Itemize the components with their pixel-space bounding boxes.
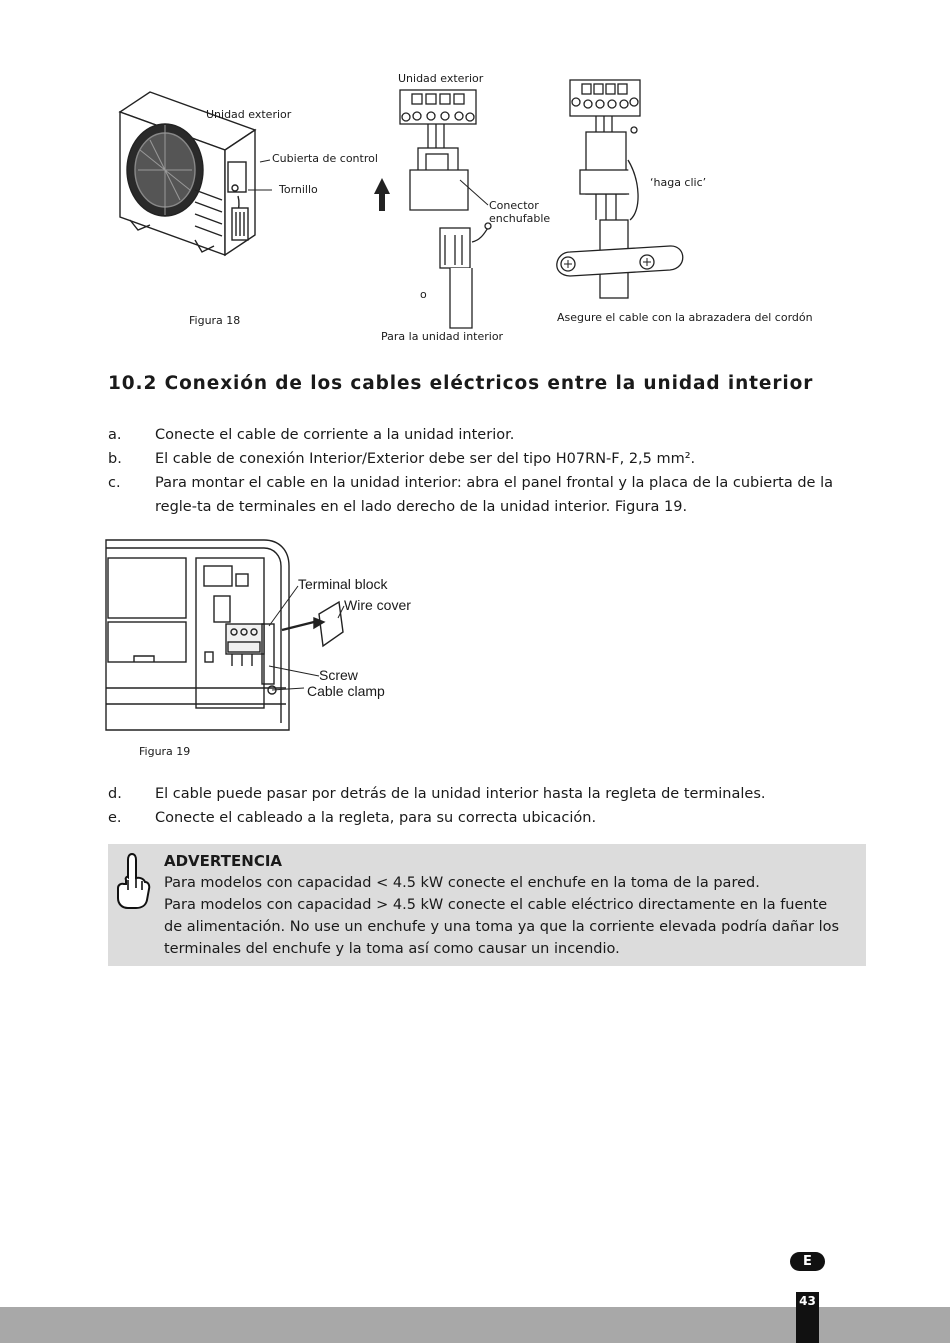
list-text: Para montar el cable en la unidad interior: abra el panel frontal y la placa de la cubierta de la regle-ta de terminales en el lado derecho de la unidad interior. Figura 19. [155, 475, 834, 515]
fig18-label-connector: Conector enchufable [489, 199, 551, 225]
fig18-caption-indoor: Para la unidad interior [381, 330, 504, 343]
list-item [108, 806, 868, 830]
warning-line: de alimentación. No use un enchufe y una toma ya que la corriente elevada podría dañar los [164, 919, 840, 935]
list-item [108, 471, 868, 519]
fig18-label-screw: Tornillo [279, 183, 318, 196]
list-item [108, 423, 868, 447]
warning-line: terminales del enchufe y la toma así como causar un incendio. [164, 941, 620, 957]
fig19-label-wire-cover: Wire cover [344, 597, 411, 613]
list-text: El cable puede pasar por detrás de la unidad interior hasta la regleta de terminales. [155, 786, 766, 802]
fig18-label-control-cover: Cubierta de control [272, 152, 378, 165]
fig18-label-unit-exterior-top: Unidad exterior [398, 72, 484, 85]
warning-line: Para modelos con capacidad < 4.5 kW conecte el enchufe en la toma de la pared. [164, 875, 760, 891]
list-item [108, 447, 868, 471]
list-text: Conecte el cable de corriente a la unidad interior. [155, 427, 515, 443]
pointing-hand-icon [112, 850, 152, 910]
warning-box [108, 844, 866, 966]
section-number: 10.2 [108, 373, 158, 394]
language-badge: E [790, 1252, 825, 1271]
fig18-label-or: o [420, 288, 427, 301]
list-item [108, 782, 868, 806]
list-text: El cable de conexión Interior/Exterior debe ser del tipo H07RN-F, 2,5 mm². [155, 451, 696, 467]
list-marker: e. [108, 810, 122, 826]
list-marker: c. [108, 475, 121, 491]
fig19-label-terminal-block: Terminal block [298, 576, 388, 592]
fig19-caption: Figura 19 [139, 745, 191, 758]
section-title: Conexión de los cables eléctricos entre la unidad interior [164, 373, 814, 394]
list-marker: d. [108, 786, 122, 802]
warning-title: ADVERTENCIA [164, 852, 283, 870]
warning-line: Para modelos con capacidad > 4.5 kW conecte el cable eléctrico directamente en la fuente [164, 897, 828, 913]
fig18-caption-secure: Asegure el cable con la abrazadera del cordón [557, 311, 813, 324]
list-text: Conecte el cableado a la regleta, para su correcta ubicación. [155, 810, 597, 826]
fig18-label-click: ‘haga clic’ [650, 176, 707, 189]
list-marker: a. [108, 427, 122, 443]
fig18-label-unit-exterior-left: Unidad exterior [206, 108, 292, 121]
fig19-label-screw: Screw [319, 667, 358, 683]
fig18-caption: Figura 18 [189, 314, 241, 327]
figure-19-drawing [104, 538, 404, 738]
section-heading [108, 373, 813, 394]
list-marker: b. [108, 451, 122, 467]
fig19-label-cable-clamp: Cable clamp [307, 683, 385, 699]
page-number: 43 [796, 1292, 819, 1343]
